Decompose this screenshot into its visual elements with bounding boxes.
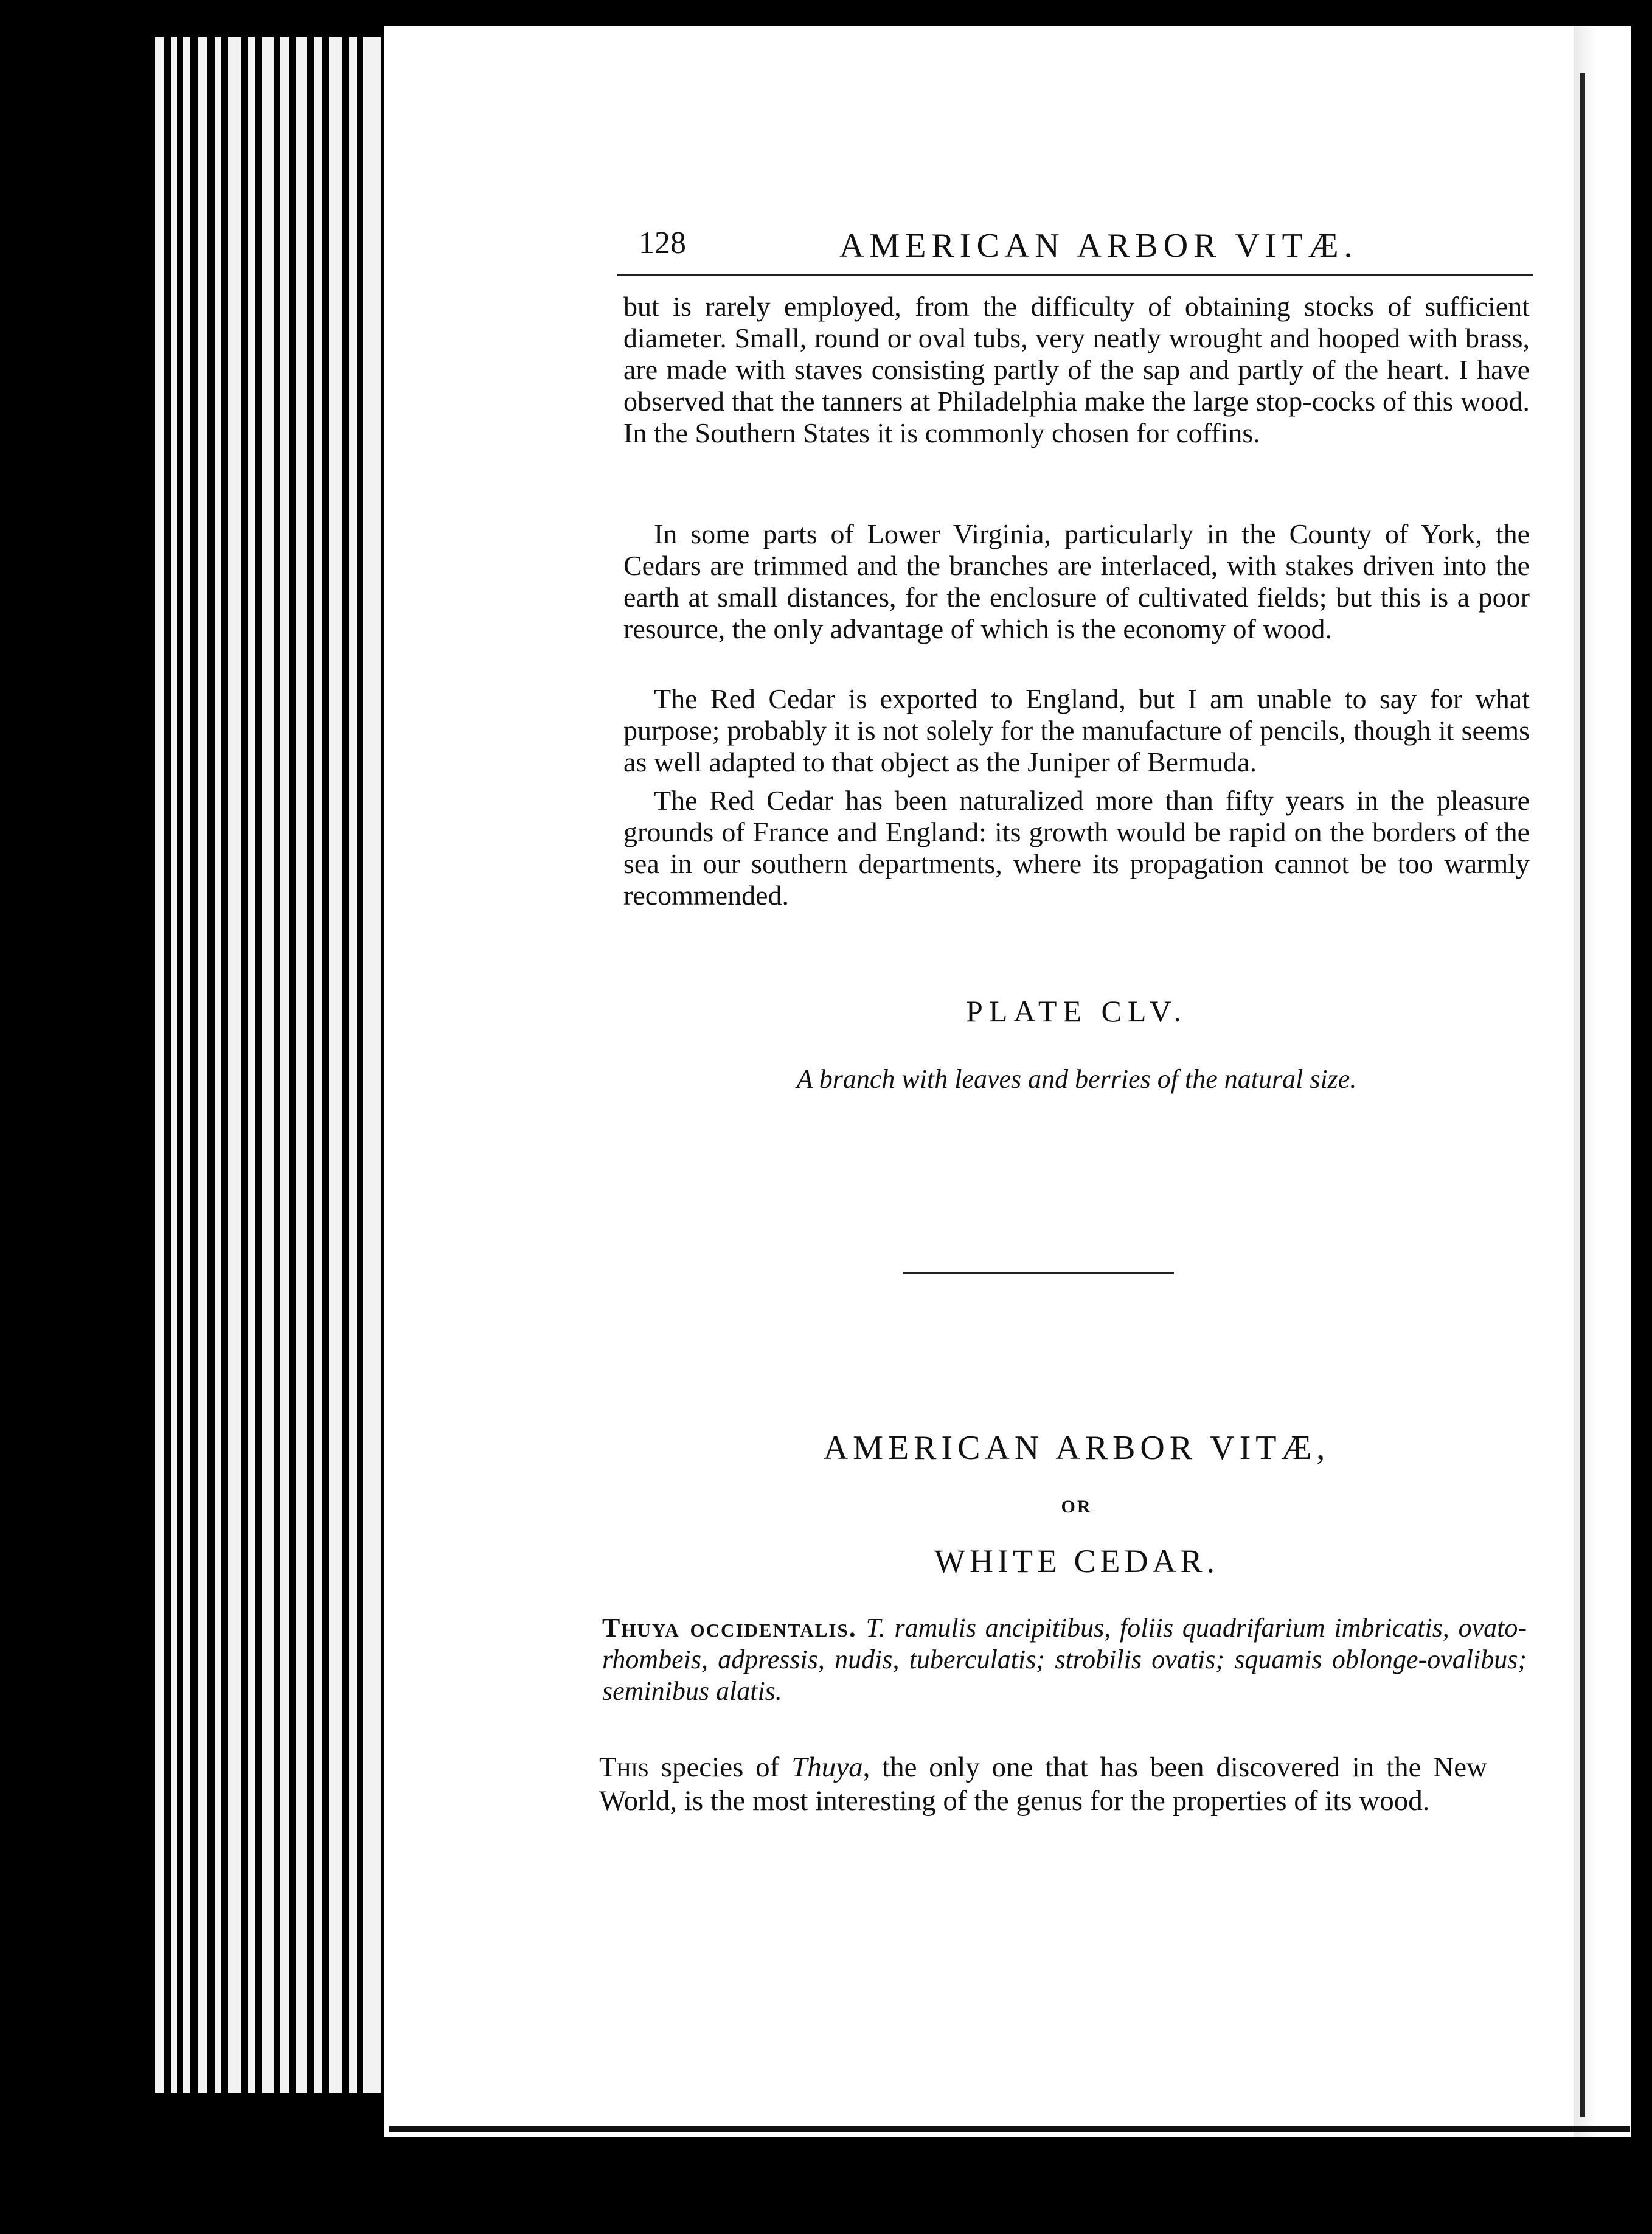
paragraph-3-text: The Red Cedar is exported to England, but I am unable to say for what purpose; probably it is not solely for the manufacture of pencils, though it seems as well adapted to that object as the Juniper of Bermuda. bbox=[623, 683, 1530, 778]
paragraph-1 bbox=[623, 291, 1530, 449]
latin-diagnosis: T. ramulis ancipitibus, foliis quadrifarium imbricatis, ovato-rhombeis, adpressis, nudis, tuberculatis; strobilis ovatis; squamis oblonge-ovalibus; seminibus alatis. bbox=[602, 1613, 1527, 1706]
paragraph-4 bbox=[623, 785, 1530, 911]
species-paragraph bbox=[599, 1751, 1487, 1818]
header-rule bbox=[617, 274, 1533, 276]
paragraph-1-text: but is rarely employed, from the difficulty of obtaining stocks of sufficient diameter. Small, round or oval tubs, very neatly wrought and hooped with brass, are made with staves consisting partly of the sap and partly of the heart. I have observed that the tanners at Philadelphia make the large stop-cocks of this wood. In the Southern States it is commonly chosen for coffins. bbox=[623, 291, 1530, 448]
section-or: OR bbox=[1061, 1497, 1092, 1517]
section-title: AMERICAN ARBOR VITÆ, bbox=[823, 1429, 1330, 1467]
plate-title: PLATE CLV. bbox=[966, 994, 1187, 1028]
paragraph-3 bbox=[623, 683, 1530, 778]
species-lead: This bbox=[599, 1752, 649, 1783]
page-number: 128 bbox=[639, 226, 686, 260]
species-text-b: , the only one that has been discovered in the New World, is the most interesting of the genus for the properties of its wood. bbox=[599, 1752, 1488, 1817]
paragraph-4-text: The Red Cedar has been naturalized more than fifty years in the pleasure grounds of France and England: its growth would be rapid on the borders of the sea in our southern departments, where its propagation cannot be too warmly recommended. bbox=[623, 785, 1530, 911]
latin-name: Thuya occidentalis. bbox=[602, 1613, 857, 1643]
running-title: AMERICAN ARBOR VITÆ. bbox=[839, 227, 1358, 265]
paragraph-2-text: In some parts of Lower Virginia, particularly in the County of York, the Cedars are trimmed and the branches are interlaced, with stakes driven into the earth at small distances, for the enclosure of cultivated fields; but this is a poor resource, the only advantage of which is the economy of wood. bbox=[623, 518, 1530, 644]
species-text-a: species of bbox=[648, 1752, 792, 1783]
latin-description bbox=[602, 1612, 1527, 1707]
paragraph-2 bbox=[623, 518, 1530, 645]
page-bottom-edge bbox=[389, 2126, 1630, 2132]
section-subtitle: WHITE CEDAR. bbox=[934, 1543, 1219, 1579]
section-divider bbox=[903, 1272, 1174, 1274]
book-page-edges bbox=[143, 37, 389, 2093]
page-gutter-line bbox=[1580, 73, 1585, 2117]
species-genus: Thuya bbox=[791, 1752, 863, 1783]
plate-caption: A branch with leaves and berries of the natural size. bbox=[796, 1064, 1357, 1094]
